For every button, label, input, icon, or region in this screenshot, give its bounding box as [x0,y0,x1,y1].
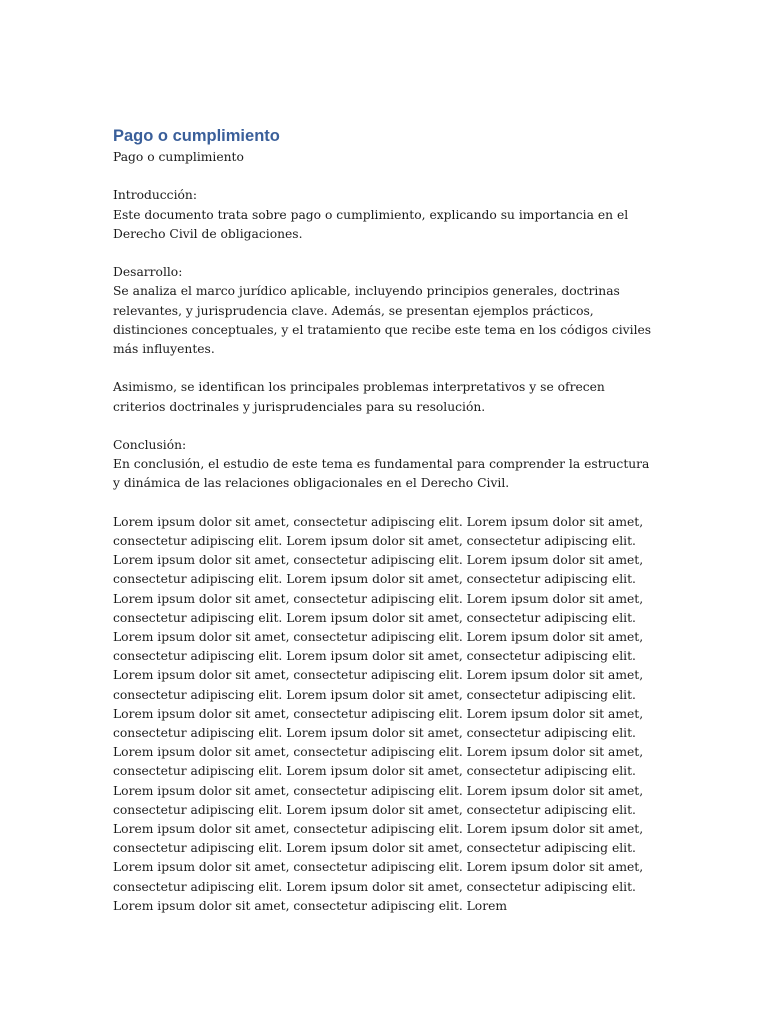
spacer [113,494,658,513]
development-paragraph: Se analiza el marco jurídico aplicable, incluyendo principios generales, doctrinas relevantes, y jurisprudencia clave. Además, se presentan ejemplos prácticos, distinciones conceptuales, y el tratamiento que recibe este tema en los códigos civiles más influyentes. [113,284,652,356]
development-paragraph-2: Asimismo, se identifican los principales problemas interpretativos y se ofrecen criterios doctrinales y jurisprudenciales para su resolución. [113,380,605,414]
conclusion-paragraph: En conclusión, el estudio de este tema es fundamental para comprender la estructura y dinámica de las relaciones obligacionales en el Derecho Civil. [113,457,650,491]
spacer [113,359,658,378]
development-heading: Desarrollo: [113,265,183,280]
spacer [113,244,658,263]
intro-paragraph: Este documento trata sobre pago o cumplimiento, explicando su importancia en el Derecho Civil de obligaciones. [113,207,629,241]
spacer [113,167,658,186]
document-title: Pago o cumplimiento [113,127,280,145]
conclusion-heading: Conclusión: [113,437,187,452]
lorem-paragraph: Lorem ipsum dolor sit amet, consectetur adipiscing elit. Lorem ipsum dolor sit amet, consectetur adipiscing elit. Lorem ipsum dolor sit amet, consectetur adipiscing elit. Lorem ipsum dolor sit amet, consectetur adipiscing elit. Lorem ipsum dolor sit amet, consectetur adipiscing elit. Lorem ipsum dolor sit amet, consectetur adipiscing elit. Lorem ipsum dolor sit amet, consectetur adipiscing elit. Lorem ipsum dolor sit amet, consectetur adipiscing elit. Lorem ipsum dolor sit amet, consectetur adipiscing elit. Lorem ipsum dolor sit amet, consectetur adipiscing elit. Lorem ipsum dolor sit amet, consectetur adipiscing elit. Lorem ipsum dolor sit amet, consectetur adipiscing elit. Lorem ipsum dolor sit amet, consectetur adipiscing elit. Lorem ipsum dolor sit amet, consectetur adipiscing elit. Lorem ipsum dolor sit amet, consectetur adipiscing elit. Lorem ipsum dolor sit amet, consectetur adipiscing elit. Lorem ipsum dolor sit amet, consectetur adipiscing elit. Lorem ipsum dolor sit amet, consectetur adipiscing elit. Lorem ipsum dolor sit amet, consectetur adipiscing elit. Lorem ipsum dolor sit amet, consectetur adipiscing elit. Lorem ipsum dolor sit amet, consectetur adipiscing elit. Lorem ipsum dolor sit amet, consectetur adipiscing elit. Lorem ipsum dolor sit amet, consectetur adipiscing elit. Lorem ipsum dolor sit amet, consectetur adipiscing elit. Lorem ipsum dolor sit amet, consectetur adipiscing elit. Lorem ipsum dolor sit amet, consectetur adipiscing elit. Lorem ipsum dolor sit amet, consectetur adipiscing elit. Lorem ipsum dolor sit amet, consectetur adipiscing elit. Lorem ipsum dolor sit amet, consectetur adipiscing elit. Lorem ipsum dolor sit amet, consectetur adipiscing elit. Lorem ipsum dolor sit amet, consectetur adipiscing elit. Lorem [113,514,644,913]
document-subtitle: Pago o cumplimiento [113,150,244,164]
document-body [113,124,658,935]
intro-heading: Introducción: [113,188,197,203]
spacer [113,417,658,436]
